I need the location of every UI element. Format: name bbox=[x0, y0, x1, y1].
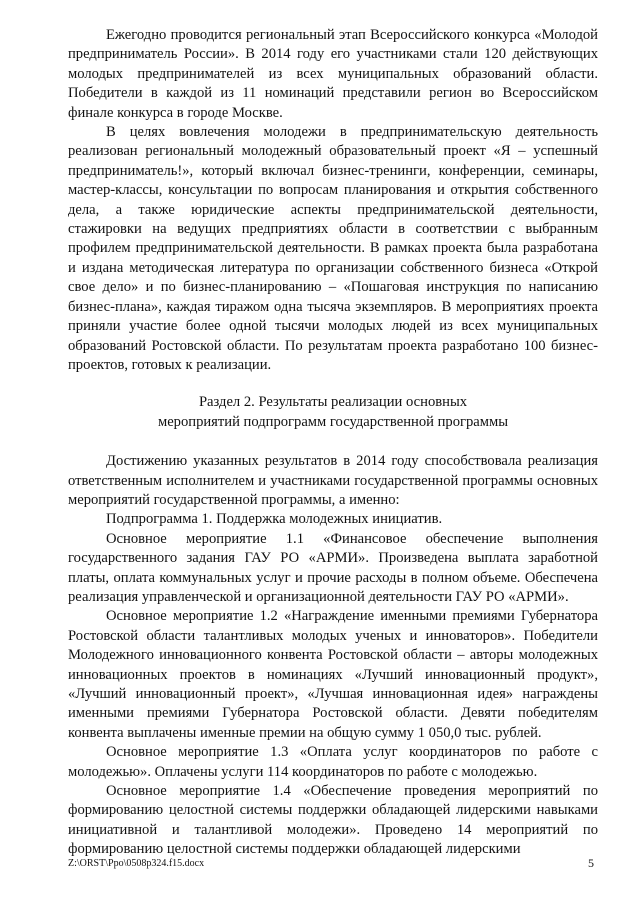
page-number: 5 bbox=[588, 856, 594, 870]
paragraph-results-intro: Достижению указанных результатов в 2014 году способствовала реализация ответственным исполнителем и участниками государственной программы основных мероприятий государственной программы, а именно: bbox=[68, 453, 598, 508]
paragraph-measure-1-1: Основное мероприятие 1.1 «Финансовое обеспечение выполнения государственного задания ГАУ РО «АРМИ». Произведена выплата заработной платы, оплата коммунальных услуг и прочие расходы в полном объеме. Обеспечена реализация управленческой и организационной деятельности ГАУ РО «АРМИ». bbox=[68, 530, 598, 605]
paragraph-measure-1-4: Основное мероприятие 1.4 «Обеспечение проведения мероприятий по формированию целостной системы поддержки обладающей лидерскими навыками инициативной и талантливой молодежи». Проведено 14 мероприятий по формированию целостной системы поддержки обладающей лидерскими bbox=[68, 783, 598, 858]
section-heading bbox=[68, 393, 598, 432]
document-body bbox=[68, 26, 598, 860]
footer-file-path: Z:\ORST\Ppo\0508p324.f15.docx bbox=[68, 858, 205, 869]
section-heading-line-1: Раздел 2. Результаты реализации основных bbox=[198, 394, 468, 411]
paragraph-education-project: В целях вовлечения молодежи в предпринимательскую деятельность реализован региональный молодежный образовательный проект «Я – успешный предприниматель!», который включал бизнес-тренинги, конференции, семинары, мастер-классы, консультации по вопросам планирования и открытия собственного дела, а также юридические аспекты предпринимательской деятельности, стажировки на ведущих предприятиях области в соответствии с выбранным профилем предпринимательской деятельности. В рамках проекта была разработана и издана методическая литература по организации собственного бизнеса «Открой свое дело» и по бизнес-планированию – «Пошаговая инструкция по написанию бизнес-плана», каждая тиражом одна тысяча экземпляров. В мероприятиях проекта приняли участие более одной тысячи молодых людей из всех муниципальных образований Ростовской области. По результатам проекта разработано 100 бизнес-проектов, готовых к реализации. bbox=[68, 124, 598, 373]
paragraph-measure-1-3: Основное мероприятие 1.3 «Оплата услуг координаторов по работе с молодежью». Оплачены услуги 114 координаторов по работе с молодежью. bbox=[68, 744, 598, 780]
paragraph-subprogram-1: Подпрограмма 1. Поддержка молодежных инициатив. bbox=[106, 511, 443, 528]
section-heading-line-2: мероприятий подпрограмм государственной программы bbox=[157, 413, 509, 430]
paragraph-measure-1-2: Основное мероприятие 1.2 «Награждение именными премиями Губернатора Ростовской области талантливых молодых ученых и инноваторов». Победители Молодежного инновационного конвента Ростовской области – авторы молодежных инновационных проектов в номинациях «Лучший инновационный продукт», «Лучший инновационный проект», «Лучшая инновационная идея» награждены именными премиями Губернатора Ростовской области. Девяти победителям конвента выплачены именные премии на общую сумму 1 050,0 тыс. рублей. bbox=[68, 608, 598, 741]
paragraph-contest: Ежегодно проводится региональный этап Всероссийского конкурса «Молодой предприниматель России». В 2014 году его участниками стали 120 действующих молодых предпринимателей из всех муниципальных образований области. Победители в каждой из 11 номинаций представили регион во Всероссийском финале конкурса в городе Москве. bbox=[68, 27, 598, 121]
